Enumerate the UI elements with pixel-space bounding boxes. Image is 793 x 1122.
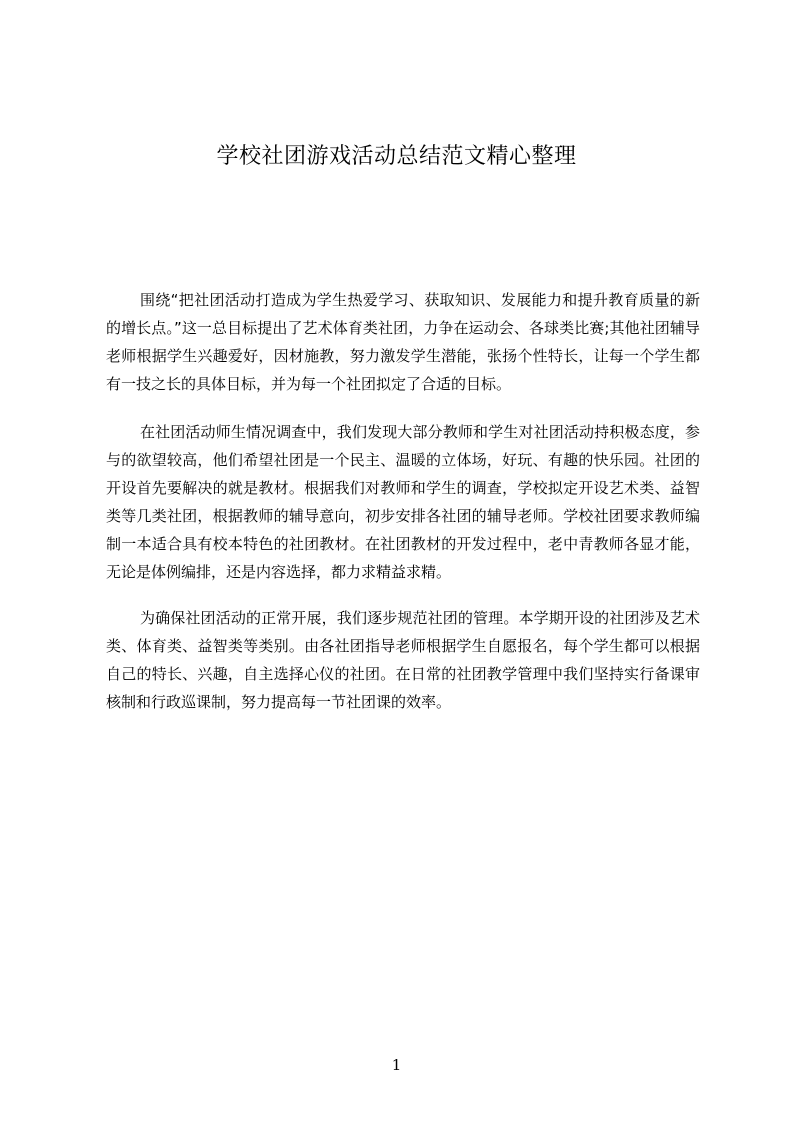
paragraph-management: 为确保社团活动的正常开展，我们逐步规范社团的管理。本学期开设的社团涉及艺术类、体育类、益智类等类别。由各社团指导老师根据学生自愿报名，每个学生都可以根据自己的特长、兴趣，自主选择心仪的社团。在日常的社团教学管理中我们坚持实行备课审核制和行政巡课制，努力提高每一节社团课的效率。 xyxy=(106,609,700,711)
page-number: 1 xyxy=(391,1056,402,1074)
document-title: 学校社团游戏活动总结范文精心整理 xyxy=(216,144,577,169)
paragraph-goals: 围绕“把社团活动打造成为学生热爱学习、获取知识、发展能力和提升教育质量的新的增长点。”这一总目标提出了艺术体育类社团，力争在运动会、各球类比赛;其他社团辅导老师根据学生兴趣爱好，因材施教，努力激发学生潜能，张扬个性特长，让每一个学生都有一技之长的具体目标，并为每一个社团拟定了合适的目标。 xyxy=(106,291,700,393)
paragraph-survey: 在社团活动师生情况调查中，我们发现大部分教师和学生对社团活动持积极态度，参与的欲望较高，他们希望社团是一个民主、温暖的立体场，好玩、有趣的快乐园。社团的开设首先要解决的就是教材。根据我们对教师和学生的调查，学校拟定开设艺术类、益智类等几类社团，根据教师的辅导意向，初步安排各社团的辅导老师。学校社团要求教师编制一本适合具有校本特色的社团教材。在社团教材的开发过程中，老中青教师各显才能，无论是体例编排，还是内容选择，都力求精益求精。 xyxy=(106,423,700,581)
